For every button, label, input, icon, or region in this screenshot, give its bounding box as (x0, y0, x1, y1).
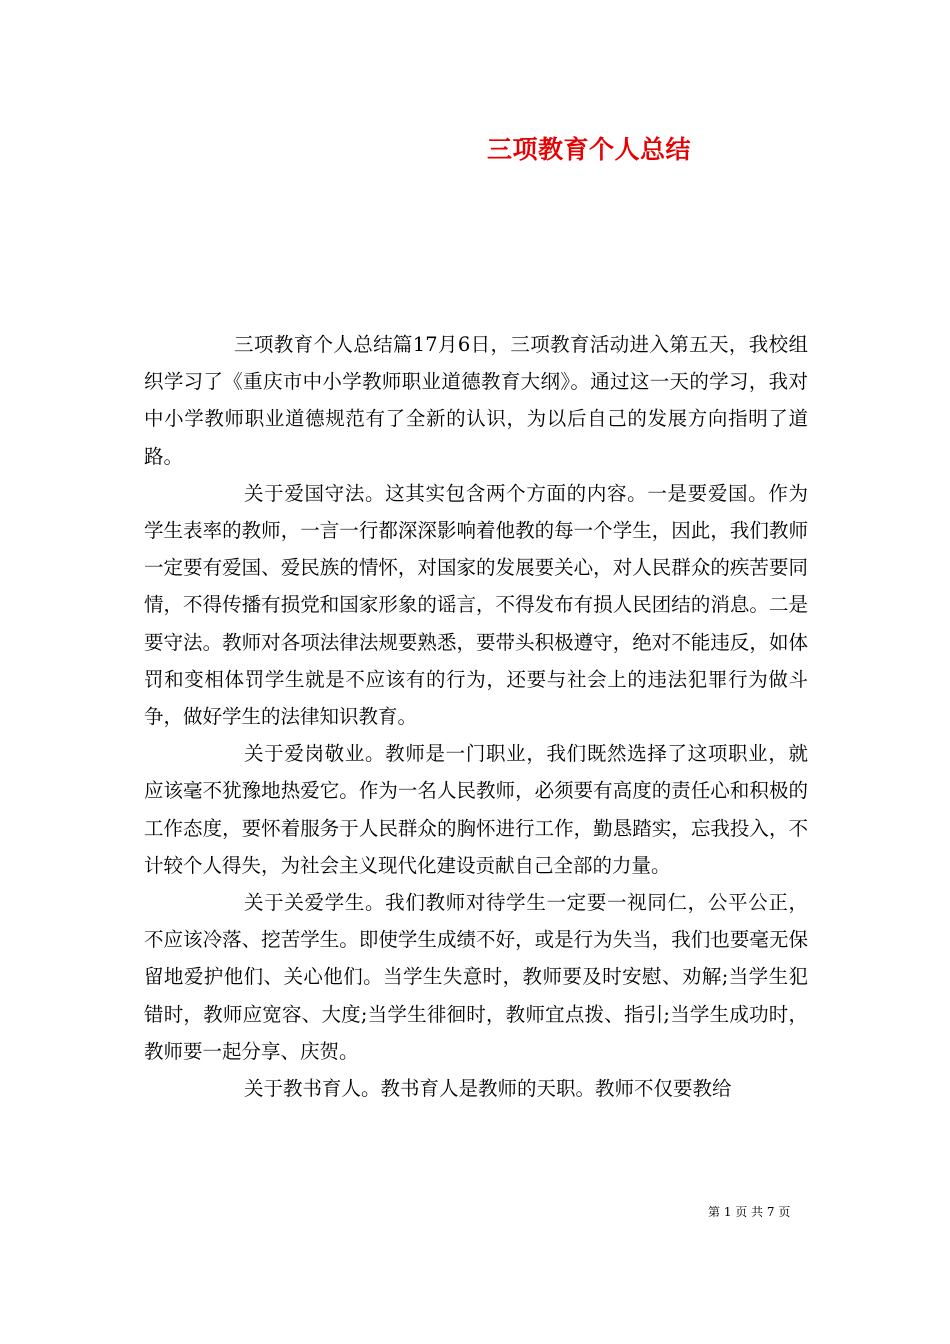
paragraph-dedication: 关于爱岗敬业。教师是一门职业，我们既然选择了这项职业，就应该毫不犹豫地热爱它。作为一名人民教师，必须要有高度的责任心和积极的工作态度，要怀着服务于人民群众的胸怀进行工作，勤恳踏实，忘我投入，不计较个人得失，为社会主义现代化建设贡献自己全部的力量。 (144, 742, 808, 877)
paragraph-teaching: 关于教书育人。教书育人是教师的天职。教师不仅要教给 (244, 1077, 732, 1101)
document-body (144, 326, 808, 1107)
document-title: 三项教育个人总结 (486, 135, 691, 164)
paragraph-caring-students: 关于关爱学生。我们教师对待学生一定要一视同仁，公平公正，不应该冷落、挖苦学生。即使学生成绩不好，或是行为失当，我们也要毫无保留地爱护他们、关心他们。当学生失意时，教师要及时安慰、劝解;当学生犯错时，教师应宽容、大度;当学生徘徊时，教师宜点拨、指引;当学生成功时，教师要一起分享、庆贺。 (144, 891, 808, 1063)
page-number-footer: 第 1 页 共 7 页 (708, 1205, 791, 1219)
paragraph-intro: 三项教育个人总结篇17月6日，三项教育活动进入第五天，我校组织学习了《重庆市中小学教师职业道德教育大纲》。通过这一天的学习，我对中小学教师职业道德规范有了全新的认识，为以后自己的发展方向指明了道路。 (144, 333, 808, 468)
paragraph-patriotism: 关于爱国守法。这其实包含两个方面的内容。一是要爱国。作为学生表率的教师，一言一行都深深影响着他教的每一个学生，因此，我们教师一定要有爱国、爱民族的情怀，对国家的发展要关心，对人民群众的疾苦要同情，不得传播有损党和国家形象的谣言，不得发布有损人民团结的消息。二是要守法。教师对各项法律法规要熟悉，要带头积极遵守，绝对不能违反，如体罚和变相体罚学生就是不应该有的行为，还要与社会上的违法犯罪行为做斗争，做好学生的法律知识教育。 (144, 481, 808, 729)
